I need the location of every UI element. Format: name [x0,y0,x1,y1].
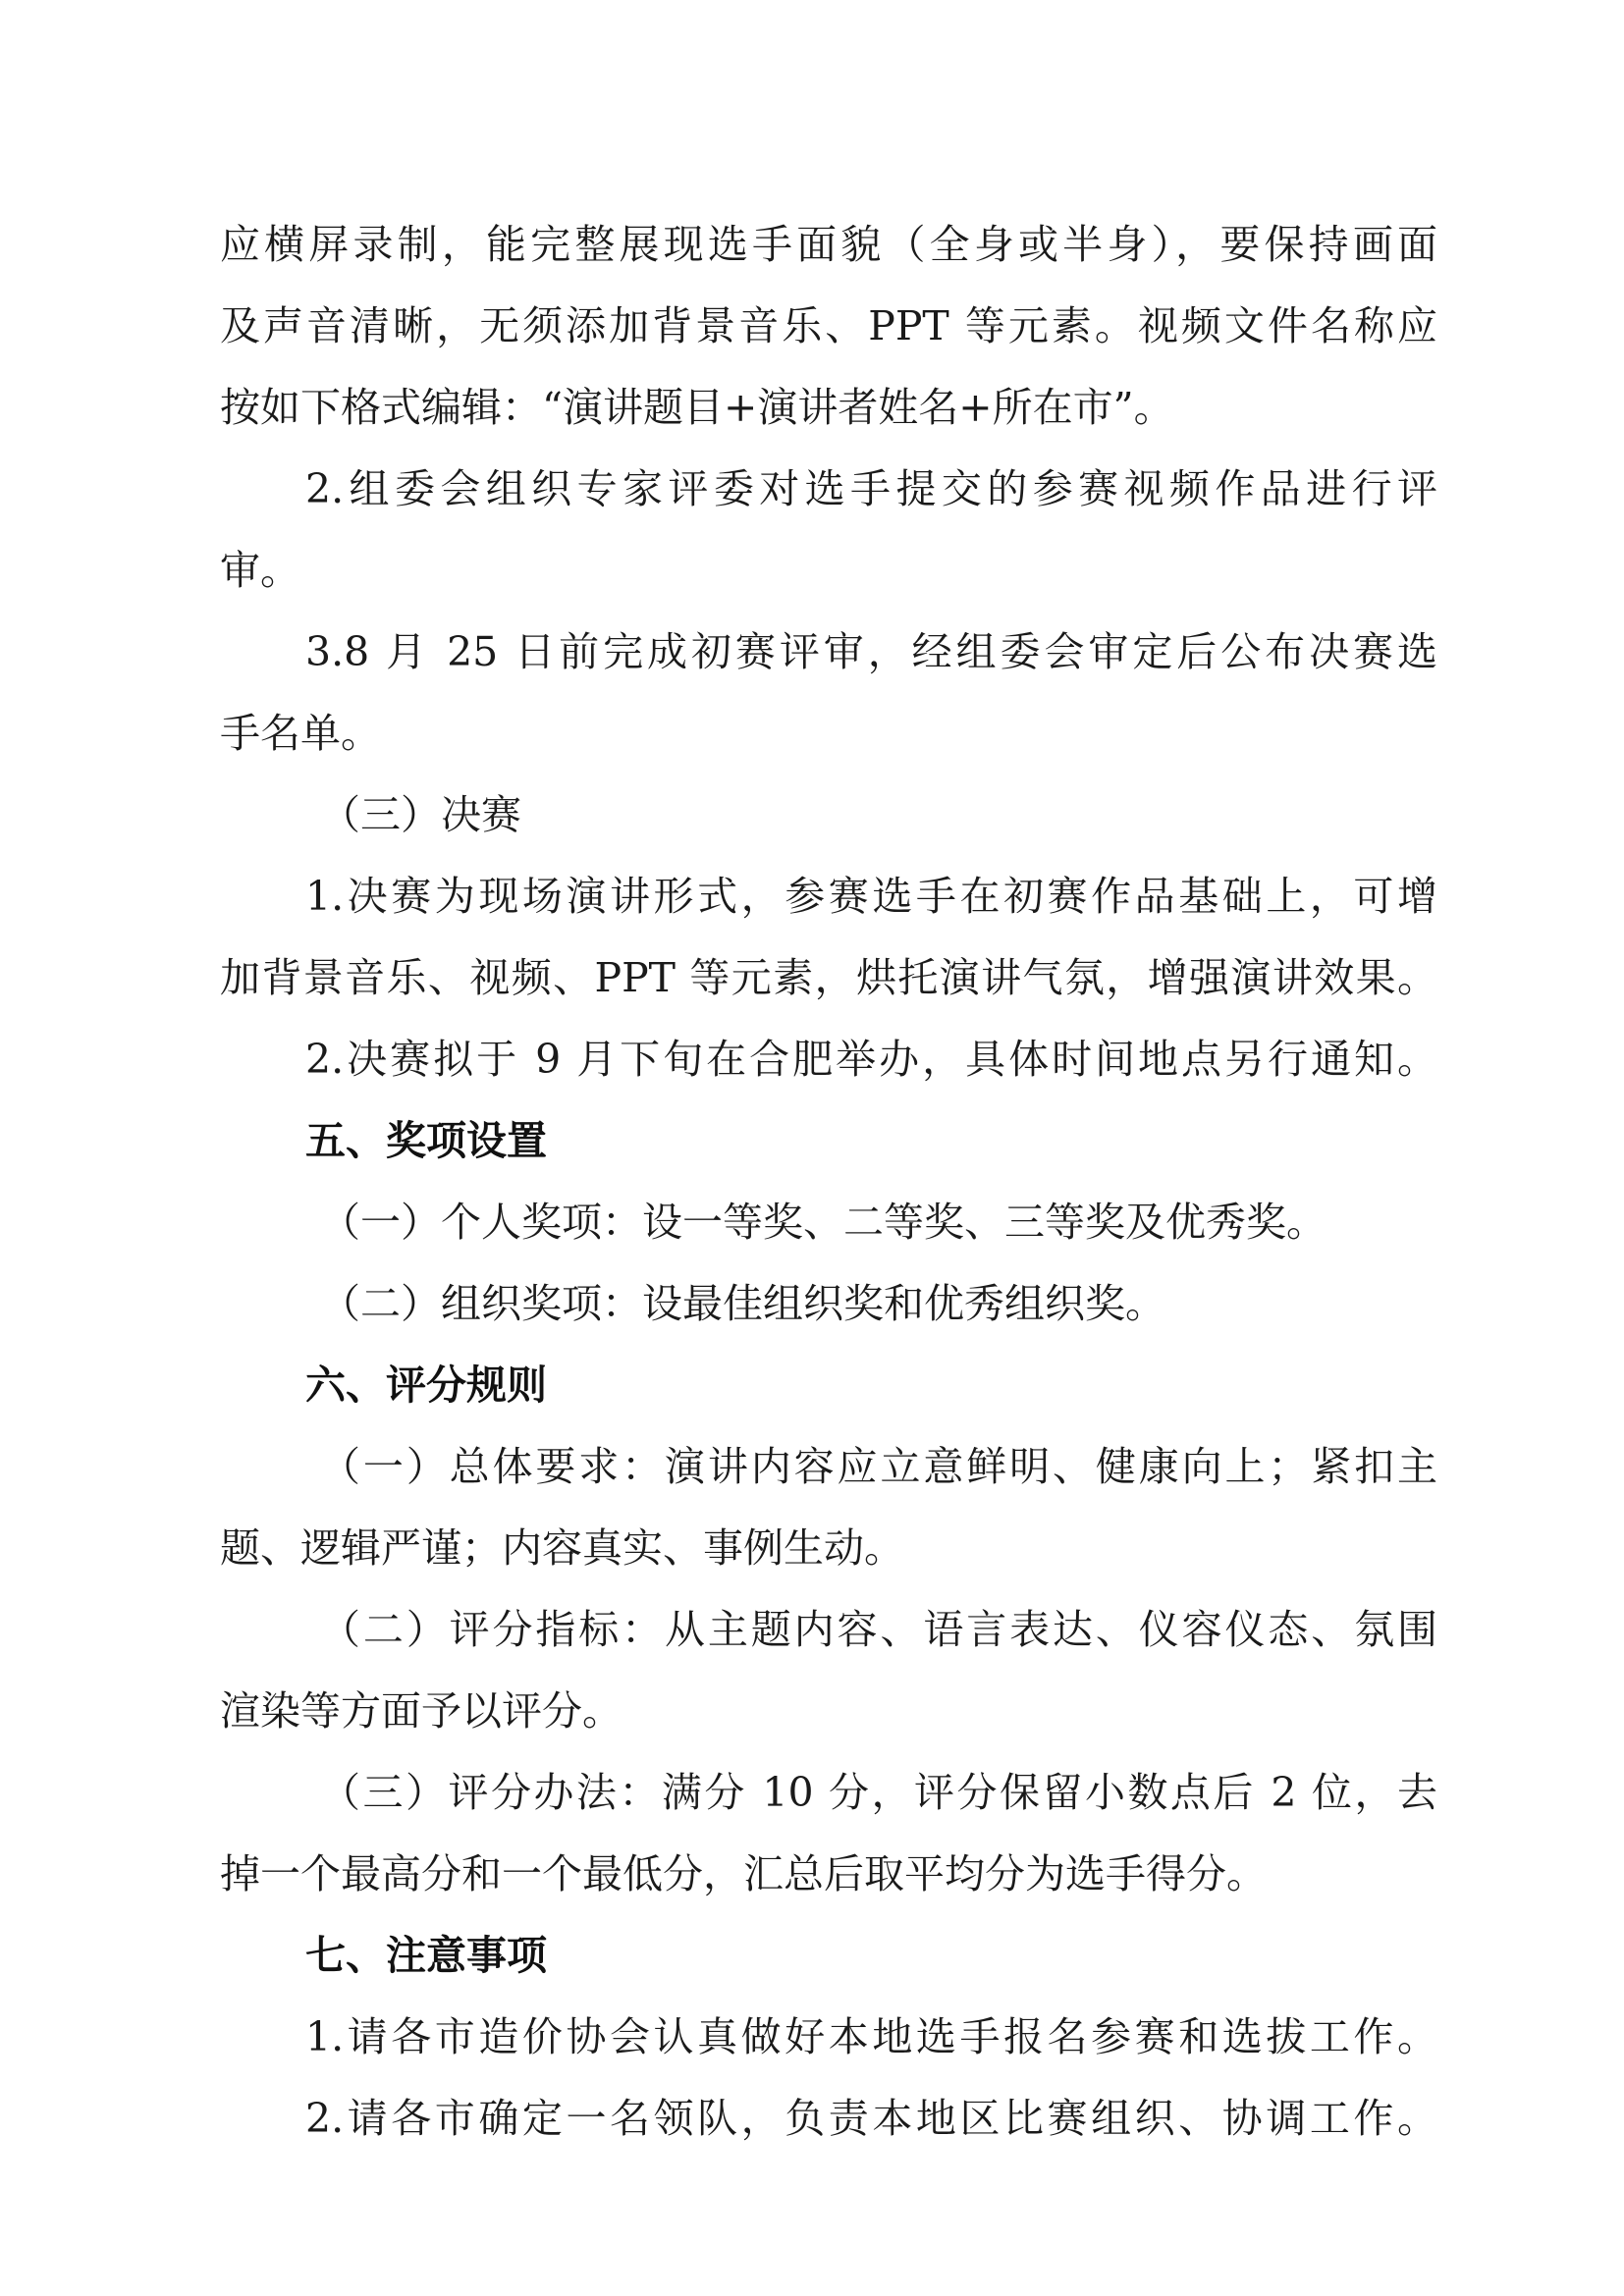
body-text-line: （二）组织奖项：设最佳组织奖和优秀组织奖。 [320,1280,1165,1327]
body-text-line: 按如下格式编辑：“演讲题目+演讲者姓名+所在市”。 [220,384,1174,431]
body-text-line: 审。 [220,547,300,594]
section-heading: 五、奖项设置 [305,1117,547,1164]
body-text-line: 1.请各市造价协会认真做好本地选手报名参赛和选拔工作。 [305,2013,1437,2060]
section-heading: 六、评分规则 [305,1362,547,1409]
body-text-line: 1.决赛为现场演讲形式，参赛选手在初赛作品基础上，可增 [305,873,1437,920]
body-text-line: 题、逻辑严谨；内容真实、事例生动。 [220,1524,904,1572]
body-text-line: 加背景音乐、视频、PPT 等元素，烘托演讲气氛，增强演讲效果。 [220,954,1437,1001]
body-text-line: （二）评分指标：从主题内容、语言表达、仪容仪态、氛围 [320,1606,1437,1653]
body-text-line: 2.组委会组织专家评委对选手提交的参赛视频作品进行评 [305,465,1437,512]
body-text-line: （一）总体要求：演讲内容应立意鲜明、健康向上；紧扣主 [320,1443,1437,1490]
body-text-line: （三）评分办法：满分 10 分，评分保留小数点后 2 位，去 [320,1769,1437,1816]
section-heading: 七、注意事项 [305,1932,547,1979]
body-text-line: 手名单。 [220,710,381,757]
body-text-line: （一）个人奖项：设一等奖、二等奖、三等奖及优秀奖。 [320,1199,1326,1246]
subsection-heading: （三）决赛 [320,791,521,838]
body-text-line: 2.请各市确定一名领队，负责本地区比赛组织、协调工作。 [305,2095,1437,2142]
body-text-line: 应横屏录制，能完整展现选手面貌（全身或半身），要保持画面 [220,221,1437,268]
body-text-line: 渲染等方面予以评分。 [220,1687,623,1735]
body-text-line: 3.8 月 25 日前完成初赛评审，经组委会审定后公布决赛选 [305,628,1437,675]
body-text-line: 2.决赛拟于 9 月下旬在合肥举办，具体时间地点另行通知。 [305,1036,1437,1083]
body-text-line: 掉一个最高分和一个最低分，汇总后取平均分为选手得分。 [220,1850,1267,1897]
body-text-line: 及声音清晰，无须添加背景音乐、PPT 等元素。视频文件名称应 [220,302,1437,349]
